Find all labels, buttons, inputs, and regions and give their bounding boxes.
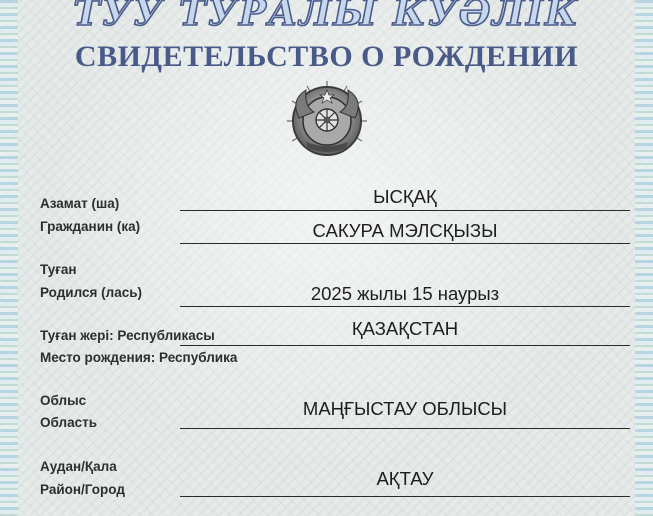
surname-underline <box>180 210 630 211</box>
birth-date-label-kz: Туған <box>40 262 77 277</box>
left-guilloche-border <box>0 0 18 516</box>
birth-place-value: ҚАЗАҚСТАН <box>351 318 459 339</box>
surname-value: ЫСҚАҚ <box>373 186 437 207</box>
region-value: МАҢҒЫСТАУ ОБЛЫСЫ <box>302 398 508 419</box>
citizen-label-kz: Азамат (ша) <box>40 196 120 211</box>
city-label-ru: Район/Город <box>40 482 125 497</box>
title-kazakh: ТУУ ТУРАЛЫ КУӘЛІК <box>73 0 580 34</box>
title-russian: СВИДЕТЕЛЬСТВО О РОЖДЕНИИ <box>74 40 579 73</box>
birth-place-underline <box>180 345 630 346</box>
name-value: САКУРА МЭЛСҚЫЗЫ <box>312 220 498 241</box>
city-label-kz: Аудан/Қала <box>40 459 117 474</box>
birth-date-value: 2025 жылы 15 наурыз <box>310 283 500 304</box>
birth-date-underline <box>180 306 630 307</box>
birth-place-label-kz: Туған жері: Республикасы <box>40 328 215 343</box>
region-label-ru: Область <box>40 415 98 430</box>
citizen-label-ru: Гражданин (ка) <box>40 219 141 234</box>
birth-date-label-ru: Родился (лась) <box>40 285 143 300</box>
region-underline <box>180 428 630 429</box>
region-label-kz: Облыс <box>40 393 87 408</box>
city-value: АҚТАУ <box>376 468 434 489</box>
birth-place-label-ru: Место рождения: Республика <box>40 350 238 365</box>
kazakhstan-state-emblem-icon <box>284 78 370 164</box>
name-underline <box>180 243 630 244</box>
right-guilloche-border <box>635 0 653 516</box>
city-underline <box>180 496 630 497</box>
